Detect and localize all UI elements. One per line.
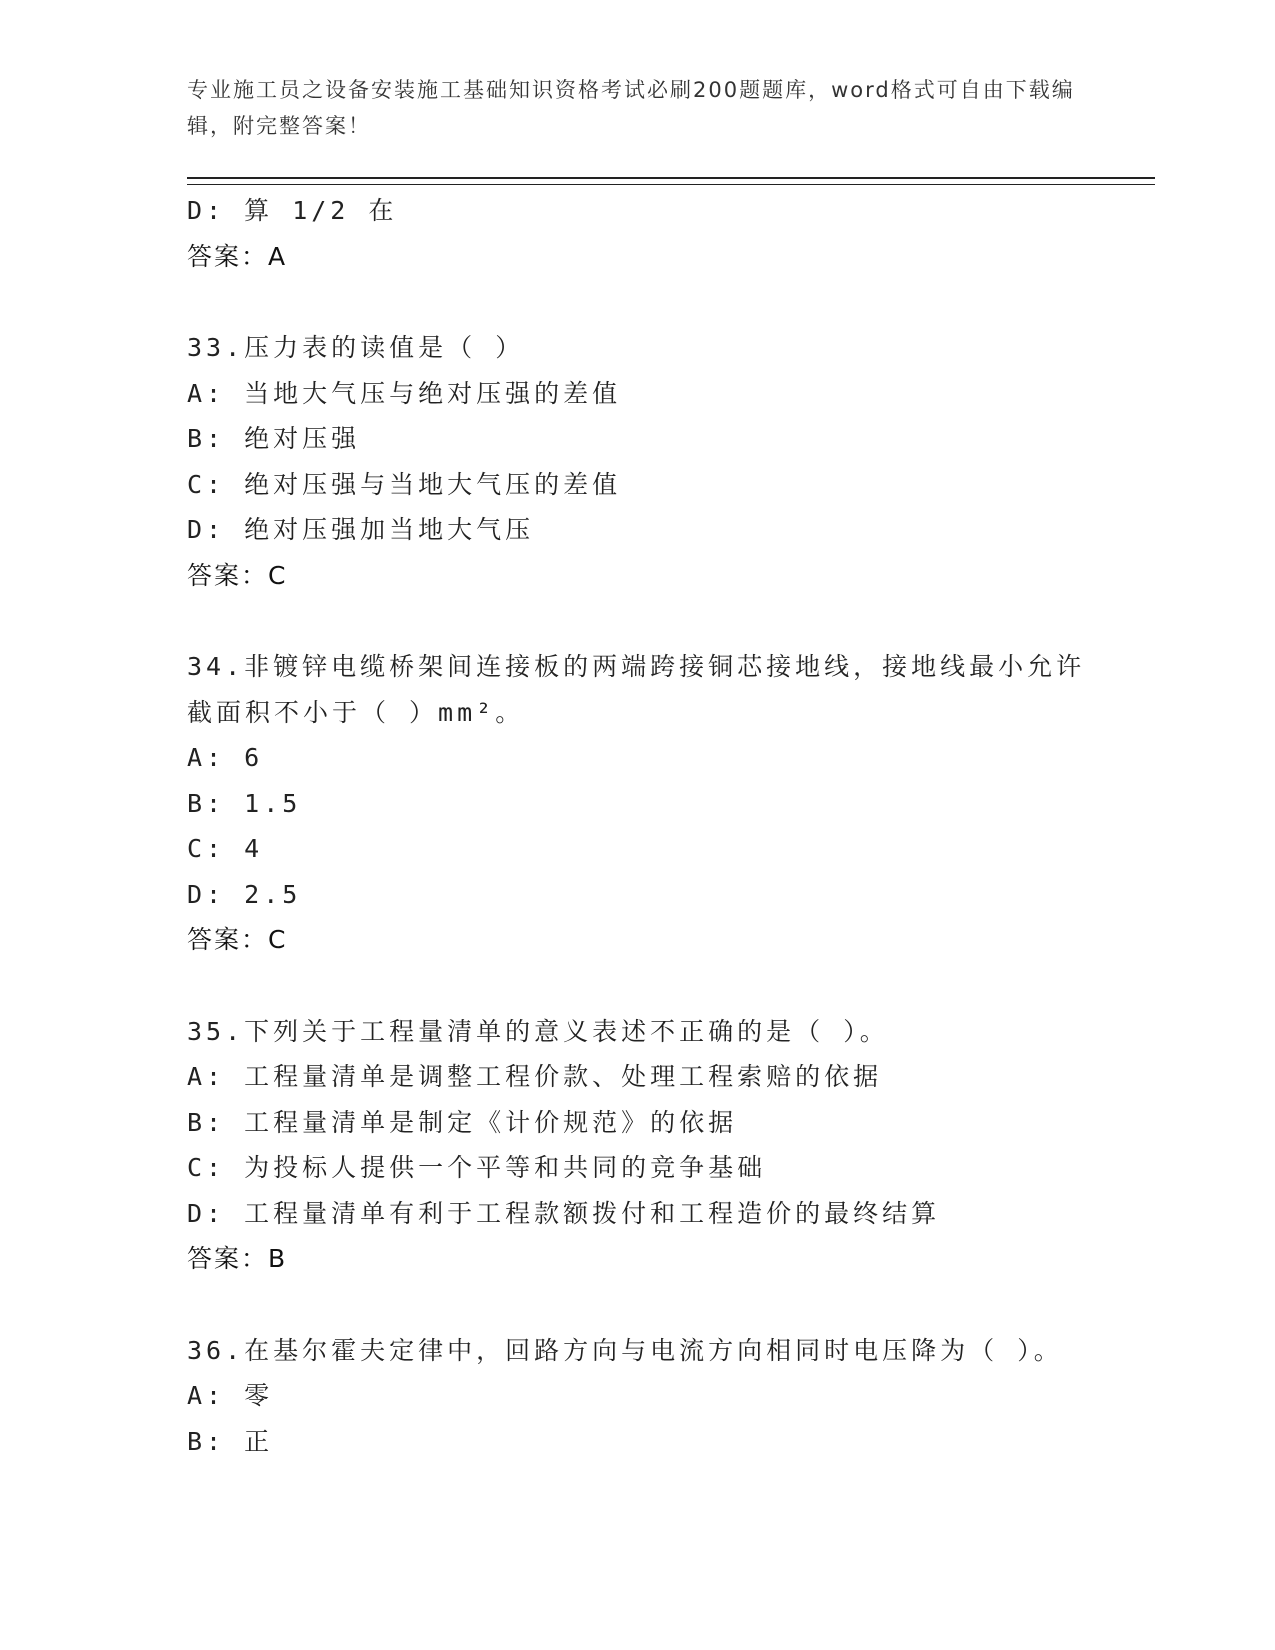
- question-stem: 34.非镀锌电缆桥架间连接板的两端跨接铜芯接地线，接地线最小允许截面积不小于（ ）mm²。: [187, 652, 1086, 727]
- header-title: 专业施工员之设备安装施工基础知识资格考试必刷200题题库，word格式可自由下载编辑，附完整答案！: [187, 78, 1075, 138]
- spacer: [187, 963, 1147, 1009]
- answer: 答案：C: [187, 925, 288, 954]
- option-b: B: 绝对压强: [187, 424, 361, 453]
- option-d: D: 工程量清单有利于工程款额拨付和工程造价的最终结算: [187, 1198, 941, 1228]
- option-d: D: 绝对压强加当地大气压: [187, 515, 535, 544]
- question-stem: 33.压力表的读值是（ ）: [187, 333, 525, 362]
- header-divider: [187, 177, 1155, 185]
- question-stem: 35.下列关于工程量清单的意义表述不正确的是（ ）。: [187, 1016, 889, 1046]
- option-a: A: 零: [187, 1381, 274, 1410]
- option-c: C: 4: [187, 834, 264, 863]
- spacer: [187, 279, 1147, 325]
- option-c: C: 绝对压强与当地大气压的差值: [187, 469, 622, 499]
- option-c: C: 为投标人提供一个平等和共同的竞争基础: [187, 1153, 767, 1182]
- document-header: [187, 72, 1087, 144]
- question-33: [187, 325, 1147, 598]
- option-d: D: 2.5: [187, 879, 302, 909]
- prev-option-d: D: 算 1/2 在: [187, 196, 398, 225]
- option-b: B: 1.5: [187, 788, 302, 818]
- option-a: A: 工程量清单是调整工程价款、处理工程索赔的依据: [187, 1062, 883, 1091]
- question-list: [187, 188, 1147, 1464]
- option-a: A: 当地大气压与绝对压强的差值: [187, 378, 622, 408]
- question-34: [187, 644, 1147, 963]
- option-b: B: 正: [187, 1426, 274, 1456]
- option-b: B: 工程量清单是制定《计价规范》的依据: [187, 1107, 738, 1137]
- question-stem: 36.在基尔霍夫定律中，回路方向与电流方向相同时电压降为（ ）。: [187, 1335, 1063, 1365]
- question-35: [187, 1009, 1147, 1282]
- question-36: [187, 1328, 1147, 1465]
- spacer: [187, 1282, 1147, 1328]
- answer: 答案：C: [187, 560, 288, 590]
- prev-answer: 答案：A: [187, 241, 288, 271]
- spacer: [187, 598, 1147, 644]
- answer: 答案：B: [187, 1244, 288, 1273]
- option-a: A: 6: [187, 743, 264, 772]
